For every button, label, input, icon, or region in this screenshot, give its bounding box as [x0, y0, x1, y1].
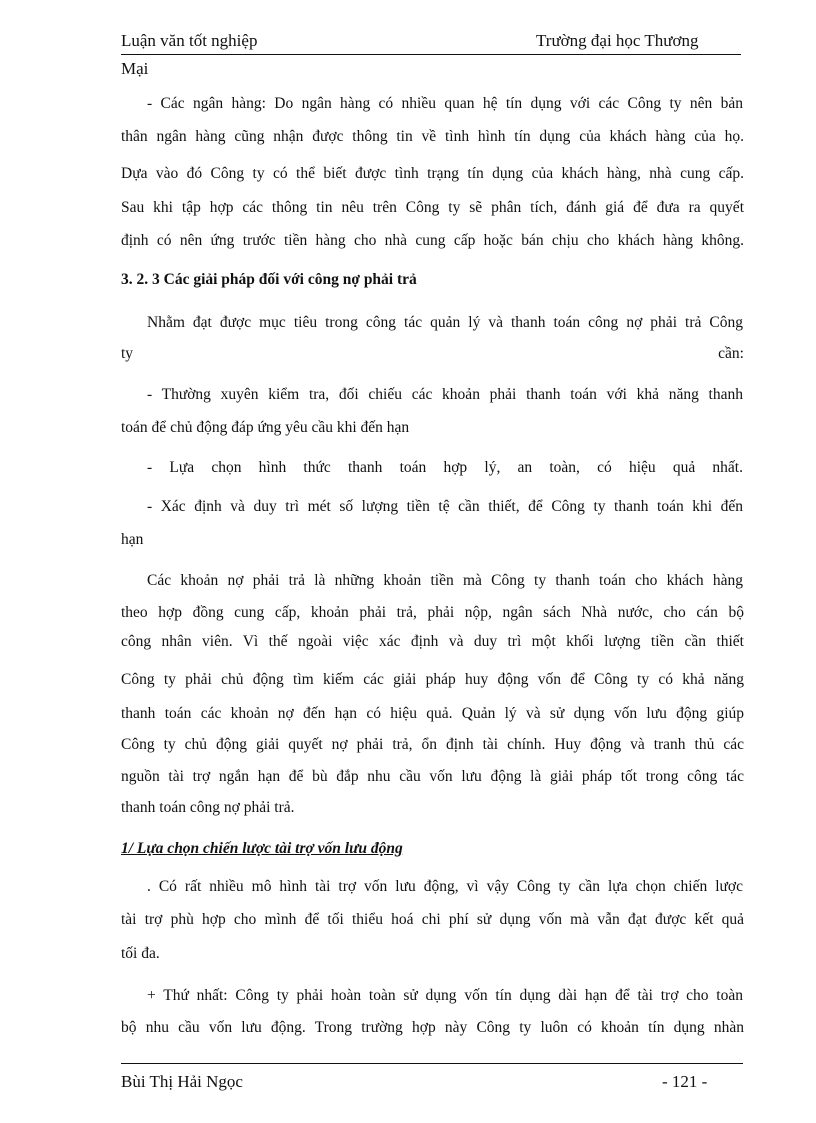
bullet-line: - Thường xuyên kiểm tra, đối chiếu các khoản phải thanh toán với khả năng thanh: [147, 386, 743, 403]
footer-rule: [121, 1063, 743, 1064]
body-line: + Thứ nhất: Công ty phải hoàn toàn sử dụng vốn tín dụng dài hạn để tài trợ cho toàn: [147, 987, 743, 1004]
body-line: theo hợp đồng cung cấp, khoản phải trả, phải nộp, ngân sách Nhà nước, cho cán bộ: [121, 604, 744, 621]
body-line-right: cần:: [718, 345, 744, 362]
bullet-line: - Lựa chọn hình thức thanh toán hợp lý, an toàn, có hiệu quả nhất.: [147, 459, 743, 476]
body-line: . Có rất nhiều mô hình tài trợ vốn lưu động, vì vậy Công ty cần lựa chọn chiến lược: [147, 878, 743, 895]
footer-author: Bùi Thị Hải Ngọc: [121, 1072, 243, 1091]
bullet-line: toán để chủ động đáp ứng yêu cầu khi đến hạn: [121, 419, 410, 436]
body-line: tài trợ phù hợp cho mình để tối thiểu hoá chi phí sử dụng vốn mà vẫn đạt được kết quả: [121, 911, 744, 928]
header-continued: Mại: [121, 59, 149, 78]
body-line: thanh toán các khoản nợ đến hạn có hiệu quả. Quản lý và sử dụng vốn lưu động giúp: [121, 705, 744, 722]
body-line: - Các ngân hàng: Do ngân hàng có nhiều quan hệ tín dụng với các Công ty nên bản: [147, 95, 743, 112]
body-line: bộ nhu cầu vốn lưu động. Trong trường hợp này Công ty luôn có khoản tín dụng nhàn: [121, 1019, 744, 1036]
body-line: thân ngân hàng cũng nhận được thông tin về tình hình tín dụng của khách hàng của họ.: [121, 128, 744, 145]
body-line: công nhân viên. Vì thế ngoài việc xác định và duy trì một khối lượng tiền cần thiết: [121, 633, 744, 650]
body-line: Dựa vào đó Công ty có thể biết được tình trạng tín dụng của khách hàng, nhà cung cấp.: [121, 165, 744, 182]
body-line: Công ty chủ động giải quyết nợ phải trả, ổn định tài chính. Huy động và tranh thủ các: [121, 736, 744, 753]
header-rule: [121, 54, 741, 55]
body-line: tối đa.: [121, 945, 160, 962]
bullet-line: - Xác định và duy trì mét số lượng tiền tệ cần thiết, để Công ty thanh toán khi đến: [147, 498, 743, 515]
header-right: Trường đại học Thương: [536, 31, 699, 50]
section-heading: 3. 2. 3 Các giải pháp đối với công nợ phải trả: [121, 271, 417, 288]
body-line: định có nên ứng trước tiền hàng cho nhà cung cấp hoặc bán chịu cho khách hàng không.: [121, 232, 744, 249]
bullet-line: hạn: [121, 531, 144, 548]
body-line: thanh toán công nợ phải trả.: [121, 799, 295, 816]
body-line: Nhằm đạt được mục tiêu trong công tác quản lý và thanh toán công nợ phải trả Công: [147, 314, 743, 331]
body-line: Các khoản nợ phải trả là những khoản tiền mà Công ty thanh toán cho khách hàng: [147, 572, 743, 589]
body-line-split: [121, 345, 744, 363]
page-number: - 121 -: [662, 1072, 708, 1091]
body-line: nguồn tài trợ ngắn hạn để bù đắp nhu cầu vốn lưu động là giải pháp tốt trong công tác: [121, 768, 744, 785]
body-line: Công ty phải chủ động tìm kiếm các giải pháp huy động vốn để Công ty có khả năng: [121, 671, 744, 688]
subsection-heading: 1/ Lựa chọn chiến lược tài trợ vốn lưu động: [121, 840, 403, 857]
body-line-left: ty: [121, 345, 134, 362]
header-left: Luận văn tốt nghiệp: [121, 31, 258, 50]
body-line: Sau khi tập hợp các thông tin nêu trên Công ty sẽ phân tích, đánh giá để đưa ra quyết: [121, 199, 744, 216]
